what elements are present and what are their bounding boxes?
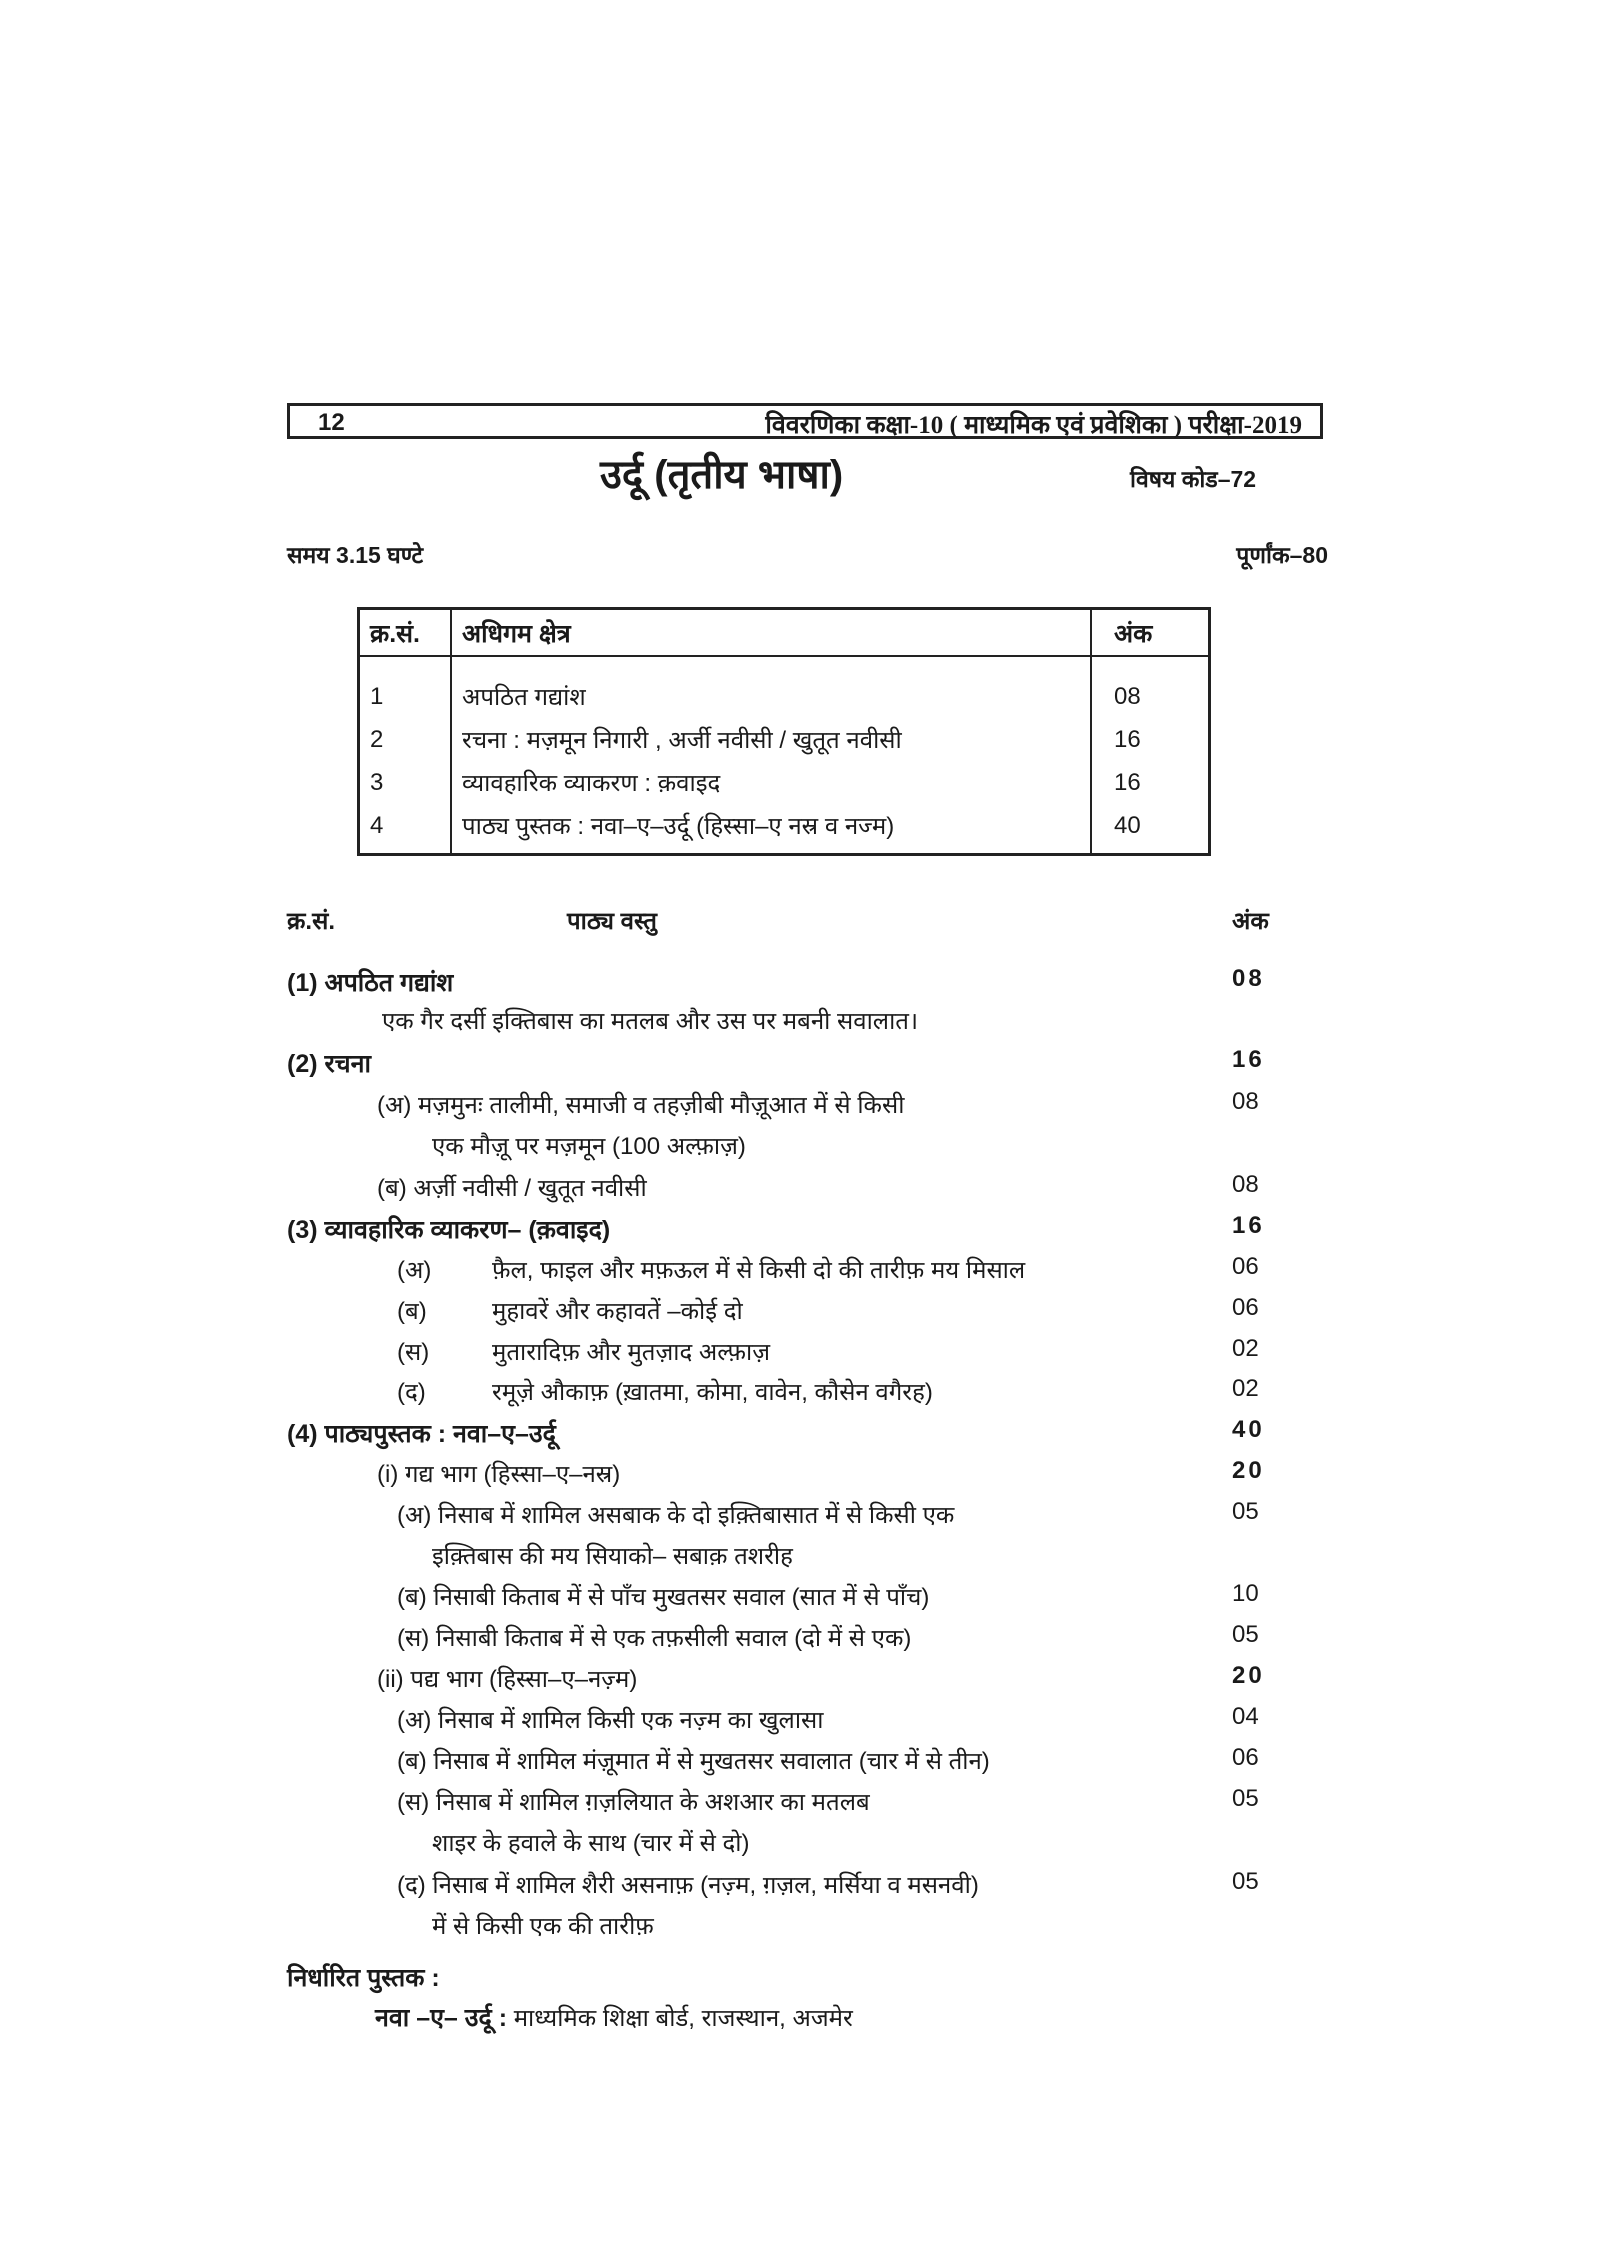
cell-area: व्यावहारिक व्याकरण : क़वाइद — [462, 770, 721, 797]
table-row — [359, 804, 1210, 855]
cell-marks: 08 — [1091, 656, 1210, 718]
syllabus-line-marks: 06 — [1232, 1253, 1259, 1280]
syllabus-col-sno: क्र.सं. — [287, 908, 335, 935]
syllabus-line-marks: 02 — [1232, 1375, 1259, 1402]
syllabus-line-marks: 05 — [1232, 1868, 1259, 1895]
syllabus-line-text: (i) गद्य भाग (हिस्सा–ए–नस्र) — [377, 1461, 621, 1488]
syllabus-col-content: पाठ्य वस्तु — [567, 908, 657, 935]
syllabus-line-text: (अ) निसाब में शामिल असबाक के दो इक़्तिबासात में से किसी एक — [397, 1502, 955, 1529]
syllabus-line-text: शाइर के हवाले के साथ (चार में से दो) — [432, 1830, 750, 1857]
cell-sno: 2 — [359, 718, 452, 761]
syllabus-line-label: (ब) — [397, 1298, 427, 1325]
cell-area: अपठित गद्यांश — [462, 684, 586, 711]
syllabus-line-marks: 06 — [1232, 1294, 1259, 1321]
syllabus-col-marks: अंक — [1232, 908, 1269, 935]
page-number: 12 — [318, 409, 345, 436]
exam-duration: समय 3.15 घण्टे — [287, 542, 424, 568]
syllabus-line-marks: 04 — [1232, 1703, 1259, 1730]
cell-marks: 16 — [1091, 761, 1210, 804]
syllabus-line-text: (द) निसाब में शामिल शैरी असनाफ़ (नज़्म, ग़ज़ल, मर्सिया व मसनवी) — [397, 1872, 979, 1899]
table-row — [359, 718, 1210, 761]
syllabus-line-marks: 08 — [1232, 1171, 1259, 1198]
cell-marks: 16 — [1091, 718, 1210, 761]
syllabus-line-text: रमूज़े औकाफ़ (ख़ातमा, कोमा, वावेन, कौसेन वगैरह) — [492, 1379, 933, 1406]
syllabus-line-marks: 05 — [1232, 1621, 1259, 1648]
syllabus-line-marks: 40 — [1232, 1416, 1265, 1443]
prescribed-book-line — [375, 2000, 853, 2034]
syllabus-line-marks: 05 — [1232, 1498, 1259, 1525]
syllabus-line-text: में से किसी एक की तारीफ़ — [432, 1913, 654, 1940]
syllabus-line-text: एक गैर दर्सी इक्तिबास का मतलब और उस पर मबनी सवालात। — [382, 1008, 919, 1035]
syllabus-line-marks: 20 — [1232, 1662, 1265, 1689]
syllabus-line-label: (स) — [397, 1339, 430, 1366]
syllabus-line-text: (3) व्यावहारिक व्याकरण– (क़वाइद) — [287, 1216, 611, 1244]
syllabus-line-text: मुहावरें और कहावतें –कोई दो — [492, 1298, 743, 1325]
syllabus-line-text: (2) रचना — [287, 1050, 371, 1078]
header-area: अधिगम क्षेत्र — [451, 609, 1091, 657]
cell-sno: 4 — [359, 804, 452, 855]
header-marks: अंक — [1091, 609, 1210, 657]
syllabus-line-text: फ़ैल, फाइल और मफ़ऊल में से किसी दो की तारीफ़ मय मिसाल — [492, 1257, 1026, 1284]
syllabus-line-marks: 16 — [1232, 1046, 1265, 1073]
syllabus-line-text: (4) पाठ्यपुस्तक : नवा–ए–उर्दू — [287, 1420, 556, 1448]
cell-sno: 3 — [359, 761, 452, 804]
table-row — [359, 761, 1210, 804]
subject-code: विषय कोड–72 — [1130, 466, 1257, 492]
header-sno: क्र.सं. — [359, 609, 452, 657]
table-header-row — [359, 609, 1210, 657]
syllabus-line-text: (स) निसाब में शामिल ग़ज़लियात के अशआर का मतलब — [397, 1789, 870, 1816]
marks-distribution-table — [357, 607, 1211, 856]
syllabus-line-text: (अ) मज़मुनः तालीमी, समाजी व तहज़ीबी मौज़ूआत में से किसी — [377, 1092, 905, 1119]
running-header — [287, 403, 1323, 439]
syllabus-line-label: (द) — [397, 1379, 426, 1406]
syllabus-line-marks: 10 — [1232, 1580, 1259, 1607]
syllabus-line-text: (ii) पद्य भाग (हिस्सा–ए–नज़्म) — [377, 1666, 638, 1693]
syllabus-line-text: इक़्तिबास की मय सियाको– सबाक़ तशरीह — [432, 1543, 793, 1570]
cell-sno: 1 — [359, 656, 452, 718]
syllabus-line-marks: 20 — [1232, 1457, 1265, 1484]
syllabus-line-text: (ब) अर्ज़ी नवीसी / खुतूत नवीसी — [377, 1175, 647, 1202]
syllabus-line-marks: 02 — [1232, 1335, 1259, 1362]
syllabus-line-text: एक मौज़ू पर मज़मून (100 अल्फ़ाज़) — [432, 1133, 746, 1160]
cell-marks: 40 — [1091, 804, 1210, 855]
table-row — [359, 656, 1210, 718]
running-title: विवरणिका कक्षा-10 ( माध्यमिक एवं प्रवेशिका ) परीक्षा-2019 — [765, 412, 1302, 439]
syllabus-line-text: (ब) निसाब में शामिल मंज़ूमात में से मुखतसर सवालात (चार में से तीन) — [397, 1748, 990, 1775]
cell-area: रचना : मज़मून निगारी , अर्जी नवीसी / खुतूत नवीसी — [462, 727, 902, 754]
syllabus-line-marks: 05 — [1232, 1785, 1259, 1812]
syllabus-line-text: (1) अपठित गद्यांश — [287, 969, 454, 997]
max-marks: पूर्णांक–80 — [1236, 542, 1328, 568]
syllabus-line-marks: 16 — [1232, 1212, 1265, 1239]
syllabus-line-text: (स) निसाबी किताब में से एक तफ़सीली सवाल (दो में से एक) — [397, 1625, 912, 1652]
syllabus-line-label: (अ) — [397, 1257, 432, 1284]
syllabus-line-marks: 08 — [1232, 965, 1265, 992]
syllabus-line-text: मुतारादिफ़ और मुतज़ाद अल्फ़ाज़ — [492, 1339, 771, 1366]
page-title: उर्दू (तृतीय भाषा) — [600, 453, 844, 497]
book-publisher: माध्यमिक शिक्षा बोर्ड, राजस्थान, अजमेर — [513, 2005, 853, 2032]
syllabus-line-marks: 06 — [1232, 1744, 1259, 1771]
cell-area: पाठ्य पुस्तक : नवा–ए–उर्दू (हिस्सा–ए नस्र व नज्म) — [462, 813, 895, 840]
syllabus-line-text: (ब) निसाबी किताब में से पाँच मुखतसर सवाल (सात में से पाँच) — [397, 1584, 930, 1611]
prescribed-book-heading: निर्धारित पुस्तक : — [287, 1964, 440, 1992]
book-name: नवा –ए– उर्दू : — [375, 2004, 508, 2032]
syllabus-line-marks: 08 — [1232, 1088, 1259, 1115]
syllabus-line-text: (अ) निसाब में शामिल किसी एक नज़्म का खुलासा — [397, 1707, 824, 1734]
